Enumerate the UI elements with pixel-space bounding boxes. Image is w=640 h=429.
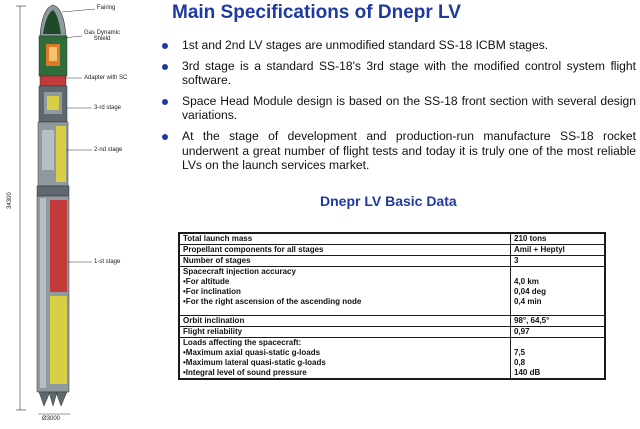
- rocket-cutaway-illustration: [0, 0, 165, 424]
- bullet-item: [160, 59, 636, 88]
- bullet-item: [160, 94, 636, 123]
- engine-nozzle: [49, 392, 57, 406]
- table-cell-value: 0,04 deg: [514, 287, 547, 296]
- bullet-dot-icon: [162, 99, 168, 105]
- label-adapter: Adapter with SC: [84, 75, 128, 81]
- table-cell-value: Amil + Heptyl: [511, 245, 606, 256]
- basic-data-title: Dnepr LV Basic Data: [320, 193, 457, 209]
- table-row: [179, 287, 605, 297]
- table-cell-value: 3: [511, 256, 606, 267]
- table-cell-value: 0,8: [514, 358, 526, 367]
- table-row: [179, 348, 605, 358]
- label-stage3: 3-rd stage: [94, 105, 122, 111]
- table-section-header: Spacecraft injection accuracy: [179, 267, 511, 278]
- table-cell-label: Propellant components for all stages: [179, 245, 511, 256]
- table-cell-label: •Integral level of sound pressure: [179, 368, 511, 379]
- label-height: 34300: [7, 192, 13, 209]
- table-row: [179, 233, 605, 245]
- bullet-item: [160, 129, 636, 173]
- table-cell-value: 98°, 64,5°: [511, 316, 606, 327]
- engine-nozzle: [56, 392, 67, 406]
- table-row: [179, 245, 605, 256]
- table-cell-label: •For the right ascension of the ascending node: [179, 297, 511, 307]
- label-fairing: Fairing: [97, 5, 116, 11]
- basic-data-table: [178, 232, 606, 380]
- table-cell-label: Total launch mass: [179, 233, 511, 245]
- table-cell-label: Orbit inclination: [179, 316, 511, 327]
- page-title: Main Specifications of Dnepr LV: [172, 2, 461, 23]
- table-cell-value: 4,0 km: [514, 277, 539, 286]
- table-cell-label: Number of stages: [179, 256, 511, 267]
- table-cell-value: 140 dB: [514, 368, 541, 377]
- table-cell-value: 7,5: [514, 348, 526, 357]
- spec-bullet-list: [160, 38, 636, 179]
- table-row: [179, 368, 605, 379]
- bullet-dot-icon: [162, 134, 168, 140]
- rocket-diagram: [0, 0, 165, 424]
- table-row: [179, 256, 605, 267]
- bullet-dot-icon: [162, 43, 168, 49]
- table-cell-label: Flight reliability: [179, 327, 511, 338]
- table-cell-value: 0,4 min: [514, 297, 542, 306]
- table-row: [179, 338, 605, 349]
- label-gas-dynamic-shield: Gas Dynamic Shield: [84, 30, 121, 42]
- table-section-header: Loads affecting the spacecraft:: [179, 338, 511, 349]
- table-row: [179, 267, 605, 278]
- engine-nozzle: [39, 392, 50, 406]
- table-row: [179, 297, 605, 307]
- table-cell-label: •Maximum axial quasi-static g-loads: [179, 348, 511, 358]
- label-stage2: 2-nd stage: [94, 147, 123, 153]
- table-row: [179, 316, 605, 327]
- table-row: [179, 307, 605, 316]
- bullet-text: 1st and 2nd LV stages are unmodified standard SS-18 ICBM stages.: [182, 38, 549, 52]
- table-cell-value: 0,97: [511, 327, 606, 338]
- table-row: [179, 358, 605, 368]
- bullet-dot-icon: [162, 64, 168, 70]
- table-cell-value: 210 tons: [511, 233, 606, 245]
- bullet-text: 3rd stage is a standard SS-18's 3rd stage with the modified control system flight software.: [182, 58, 636, 88]
- bullet-item: [160, 38, 636, 53]
- bullet-text: At the stage of development and production-run manufacture SS-18 rocket underwent a great number of flight tests and today it is truly one of the most reliable LVs on the launch services market.: [182, 128, 636, 173]
- adapter-shape: [40, 76, 66, 86]
- stage1-red-tank: [50, 200, 67, 292]
- bullet-text: Space Head Module design is based on the SS-18 front section with several design variations.: [182, 93, 636, 123]
- stage1-yellow-tank: [50, 296, 67, 384]
- label-diameter: Ø3000: [42, 416, 61, 422]
- table-row: [179, 327, 605, 338]
- label-stage1: 1-st stage: [94, 259, 121, 265]
- table-row: [179, 277, 605, 287]
- table-cell-label: •Maximum lateral quasi-static g-loads: [179, 358, 511, 368]
- table-cell-label: •For altitude: [179, 277, 511, 287]
- table-cell-label: •For inclination: [179, 287, 511, 297]
